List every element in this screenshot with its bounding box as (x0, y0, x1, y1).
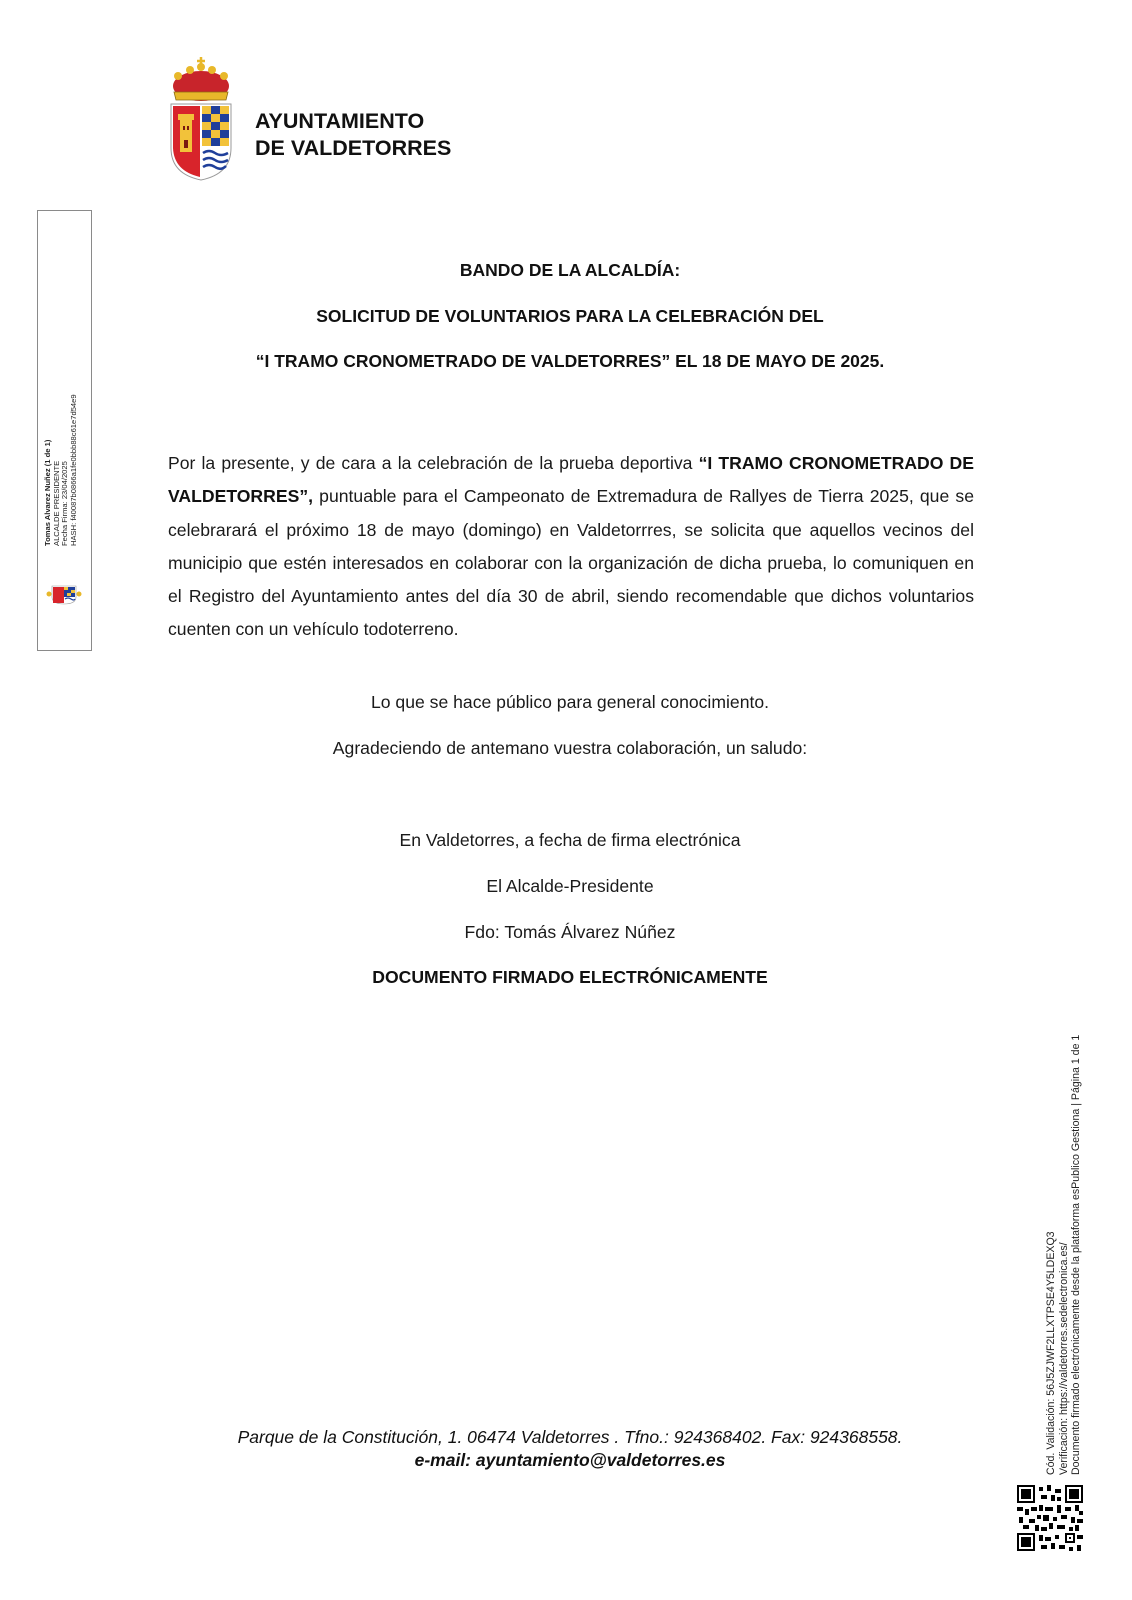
signature-place-date: En Valdetorres, a fecha de firma electrónica (399, 830, 741, 850)
title-line-3: “I TRAMO CRONOMETRADO DE VALDETORRES” EL 18 DE MAYO DE 2025. (255, 351, 885, 371)
signature-title: El Alcalde-Presidente (486, 876, 654, 896)
closing-line-2: Agradeciendo de antemano vuestra colaboración, un saludo: (332, 738, 808, 758)
org-name-line1: AYUNTAMIENTO (255, 109, 425, 133)
footer-address: Parque de la Constitución, 1. 06474 Valdetorres . Tfno.: 924368402. Fax: 924368558. (237, 1427, 903, 1447)
body-paragraph (168, 447, 974, 647)
signature-stamp-text (44, 226, 78, 546)
org-name-line2: DE VALDETORRES (255, 136, 452, 160)
stamp-role: ALCALDE PRESIDENTE (51, 460, 61, 546)
title-line-1: BANDO DE LA ALCALDÍA: (459, 260, 681, 280)
verification-code: Cód. Validación: 56J5ZJWF2LLXTPSE4Y5LDEXQ3 (1045, 1231, 1057, 1475)
body-rest: puntuable para el Campeonato de Extremadura de Rallyes de Tierra 2025, que se celebrarará el próximo 18 de mayo (domingo) en Valdetorrres, se solicita que aquellos vecinos del municipio que estén interesados en colaborar con la organización de dicha prueba, lo comuniquen en el Registro del Ayuntamiento antes del día 30 de abril, siendo recomendable que dichos voluntarios cuenten con un vehículo todoterreno. (168, 486, 974, 640)
title-line-2: SOLICITUD DE VOLUNTARIOS PARA LA CELEBRACIÓN DEL (316, 306, 824, 326)
signed-electronically-note: DOCUMENTO FIRMADO ELECTRÓNICAMENTE (372, 967, 768, 987)
body-event-name: “I TRAMO CRONOMETRADO DE VALDETORRES”, (168, 453, 974, 507)
stamp-hash: HASH: f40087b0866a1fe0bbb88c61e7d54e9 (68, 394, 78, 546)
closing-line-1: Lo que se hace público para general conocimiento. (370, 692, 770, 712)
municipal-crest-logo (168, 56, 234, 182)
stamp-date: Fecha Firma: 23/04/2025 (60, 461, 70, 546)
verification-platform: Documento firmado electrónicamente desde la plataforma esPublico Gestiona | Página 1 de 1 (1070, 1034, 1083, 1475)
stamp-signer: Tomas Alvarez Nuñez (1 de 1) (43, 439, 52, 546)
verification-qr-code[interactable] (1017, 1485, 1083, 1551)
verification-text (1045, 1035, 1083, 1475)
body-intro: Por la presente, y de cara a la celebración de la prueba deportiva (168, 453, 699, 473)
verification-url: Verificación: https://valdetorres.sedelectronica.es/ (1057, 1242, 1070, 1475)
signature-stamp-box (37, 210, 92, 651)
organization-name (255, 108, 451, 162)
footer-email: e-mail: ayuntamiento@valdetorres.es (414, 1450, 726, 1470)
stamp-crest-icon (46, 583, 82, 605)
signature-signed-by: Fdo: Tomás Álvarez Núñez (464, 922, 676, 942)
